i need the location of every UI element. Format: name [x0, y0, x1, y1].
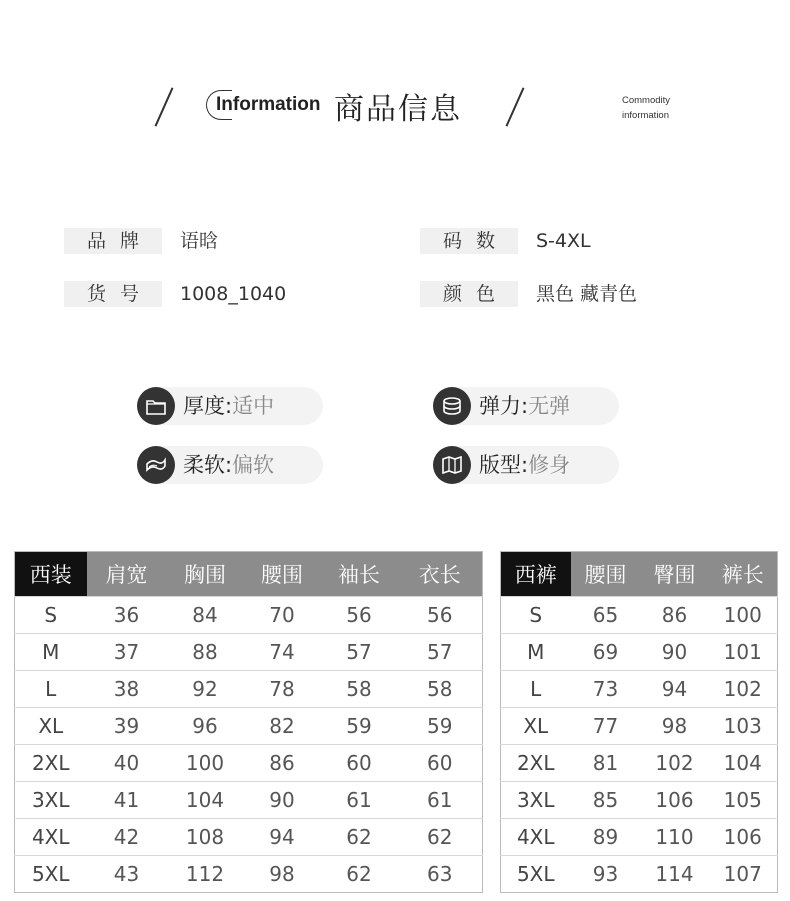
size-cell: 4XL	[15, 819, 87, 856]
measurement-cell: 114	[641, 856, 709, 893]
measurement-cell: 94	[641, 671, 709, 708]
fabric-icon	[137, 446, 175, 484]
measurement-cell: 100	[167, 745, 244, 782]
suit-header-cell: 袖长	[321, 552, 398, 597]
suit-size-table	[14, 551, 483, 893]
size-cell: S	[15, 597, 87, 634]
suit-table-row	[15, 782, 483, 819]
feature-elasticity-value: 无弹	[528, 394, 571, 418]
measurement-cell: 56	[398, 597, 483, 634]
measurement-cell: 92	[167, 671, 244, 708]
size-range-label: 码数	[420, 228, 518, 254]
feature-fit	[433, 446, 619, 484]
measurement-cell: 104	[167, 782, 244, 819]
size-cell: XL	[501, 708, 571, 745]
pants-size-table	[500, 551, 778, 893]
measurement-cell: 41	[87, 782, 167, 819]
measurement-cell: 36	[87, 597, 167, 634]
pants-header-cell: 裤长	[709, 552, 778, 597]
measurement-cell: 102	[641, 745, 709, 782]
measurement-cell: 61	[398, 782, 483, 819]
size-range-value: S-4XL	[536, 230, 591, 252]
feature-thickness	[137, 387, 323, 425]
measurement-cell: 61	[321, 782, 398, 819]
feature-fit-value: 修身	[528, 453, 571, 477]
measurement-cell: 59	[398, 708, 483, 745]
feature-elasticity-label: 弹力:	[479, 394, 529, 418]
measurement-cell: 85	[571, 782, 641, 819]
measurement-cell: 96	[167, 708, 244, 745]
pants-table-row	[501, 782, 778, 819]
feature-softness-label: 柔软:	[183, 453, 233, 477]
size-cell: 3XL	[15, 782, 87, 819]
size-cell: 5XL	[501, 856, 571, 893]
feature-softness	[137, 446, 323, 484]
measurement-cell: 59	[321, 708, 398, 745]
measurement-cell: 106	[709, 819, 778, 856]
measurement-cell: 42	[87, 819, 167, 856]
measurement-cell: 81	[571, 745, 641, 782]
commodity-information-subtitle	[622, 93, 670, 123]
size-cell: XL	[15, 708, 87, 745]
feature-softness-value: 偏软	[232, 453, 275, 477]
suit-table-row	[15, 671, 483, 708]
size-cell: 2XL	[15, 745, 87, 782]
pants-table-row	[501, 819, 778, 856]
feature-thickness-value: 适中	[232, 394, 275, 418]
feature-thickness-label: 厚度:	[183, 394, 233, 418]
brand-label: 品牌	[64, 228, 162, 254]
information-title-en: Information	[206, 90, 321, 120]
size-cell: 3XL	[501, 782, 571, 819]
measurement-cell: 73	[571, 671, 641, 708]
pants-table-row	[501, 856, 778, 893]
color-label: 颜色	[420, 281, 518, 307]
measurement-cell: 69	[571, 634, 641, 671]
measurement-cell: 56	[321, 597, 398, 634]
pants-table-row	[501, 745, 778, 782]
brand-value: 语晗	[180, 230, 219, 252]
measurement-cell: 110	[641, 819, 709, 856]
suit-header-cell: 西装	[15, 552, 87, 597]
pants-table-row	[501, 634, 778, 671]
subtitle-line-2: information	[622, 110, 669, 121]
information-title-cn: 商品信息	[334, 92, 462, 127]
coil-icon	[433, 387, 471, 425]
feature-fit-label: 版型:	[479, 453, 529, 477]
measurement-cell: 89	[571, 819, 641, 856]
measurement-cell: 58	[398, 671, 483, 708]
measurement-cell: 98	[641, 708, 709, 745]
size-cell: M	[501, 634, 571, 671]
measurement-cell: 62	[321, 819, 398, 856]
measurement-cell: 62	[321, 856, 398, 893]
size-cell: 2XL	[501, 745, 571, 782]
item-number-value: 1008_1040	[180, 283, 287, 305]
measurement-cell: 57	[398, 634, 483, 671]
measurement-cell: 112	[167, 856, 244, 893]
measurement-cell: 60	[398, 745, 483, 782]
measurement-cell: 82	[244, 708, 321, 745]
right-slash-divider	[506, 87, 525, 126]
size-cell: M	[15, 634, 87, 671]
measurement-cell: 39	[87, 708, 167, 745]
measurement-cell: 88	[167, 634, 244, 671]
color-value: 黑色 藏青色	[536, 283, 638, 305]
suit-table-row	[15, 745, 483, 782]
suit-table-row	[15, 819, 483, 856]
pants-header-cell: 腰围	[571, 552, 641, 597]
size-cell: S	[501, 597, 571, 634]
pants-header-cell: 西裤	[501, 552, 571, 597]
suit-header-cell: 胸围	[167, 552, 244, 597]
size-cell: L	[501, 671, 571, 708]
suit-table-row	[15, 856, 483, 893]
suit-header-cell: 肩宽	[87, 552, 167, 597]
suit-header-cell: 腰围	[244, 552, 321, 597]
measurement-cell: 60	[321, 745, 398, 782]
measurement-cell: 105	[709, 782, 778, 819]
measurement-cell: 77	[571, 708, 641, 745]
measurement-cell: 90	[244, 782, 321, 819]
suit-table-row	[15, 634, 483, 671]
size-cell: L	[15, 671, 87, 708]
measurement-cell: 70	[244, 597, 321, 634]
measurement-cell: 38	[87, 671, 167, 708]
pants-table-row	[501, 708, 778, 745]
measurement-cell: 104	[709, 745, 778, 782]
feature-elasticity	[433, 387, 619, 425]
pants-table-row	[501, 597, 778, 634]
measurement-cell: 43	[87, 856, 167, 893]
measurement-cell: 103	[709, 708, 778, 745]
book-icon	[433, 446, 471, 484]
measurement-cell: 84	[167, 597, 244, 634]
measurement-cell: 98	[244, 856, 321, 893]
measurement-cell: 40	[87, 745, 167, 782]
size-cell: 5XL	[15, 856, 87, 893]
suit-table-row	[15, 597, 483, 634]
measurement-cell: 107	[709, 856, 778, 893]
measurement-cell: 65	[571, 597, 641, 634]
measurement-cell: 74	[244, 634, 321, 671]
subtitle-line-1: Commodity	[622, 95, 671, 106]
measurement-cell: 86	[641, 597, 709, 634]
folder-icon	[137, 387, 175, 425]
suit-header-cell: 衣长	[398, 552, 483, 597]
measurement-cell: 63	[398, 856, 483, 893]
pants-table-header	[501, 552, 778, 597]
measurement-cell: 86	[244, 745, 321, 782]
measurement-cell: 78	[244, 671, 321, 708]
measurement-cell: 108	[167, 819, 244, 856]
measurement-cell: 101	[709, 634, 778, 671]
size-cell: 4XL	[501, 819, 571, 856]
measurement-cell: 57	[321, 634, 398, 671]
measurement-cell: 102	[709, 671, 778, 708]
measurement-cell: 106	[641, 782, 709, 819]
measurement-cell: 100	[709, 597, 778, 634]
measurement-cell: 62	[398, 819, 483, 856]
left-slash-divider	[155, 87, 174, 126]
pants-table-row	[501, 671, 778, 708]
pants-header-cell: 臀围	[641, 552, 709, 597]
suit-table-row	[15, 708, 483, 745]
item-number-label: 货号	[64, 281, 162, 307]
measurement-cell: 37	[87, 634, 167, 671]
measurement-cell: 90	[641, 634, 709, 671]
suit-table-header	[15, 552, 483, 597]
measurement-cell: 93	[571, 856, 641, 893]
measurement-cell: 58	[321, 671, 398, 708]
measurement-cell: 94	[244, 819, 321, 856]
